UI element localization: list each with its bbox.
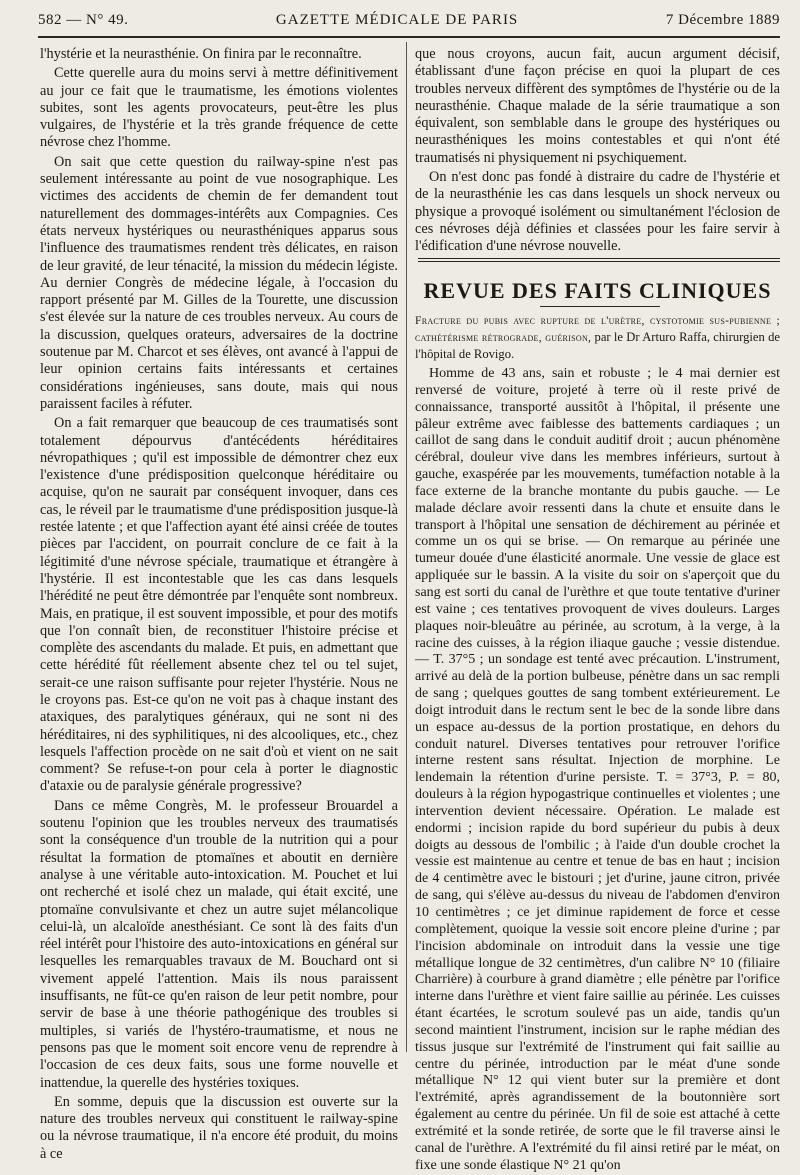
section-rule-top-inner xyxy=(418,261,780,262)
header-rule xyxy=(38,36,780,38)
paragraph: On a fait remarquer que beaucoup de ces traumatisés sont totalement dépourvus d'antécédents héréditaires névropathiques ; qu'il est impossible de démontrer chez eux l'existence d'une prédisposition quelconque héréditaire ou acquise, qu'on ne saurait par conséquent invoquer, dans ces cas, le réveil par le traumatisme d'une prédisposition jusque-là restée latente ; et que l'affection ayant été ainsi créée de toutes pièces par l'accident, on pourrait conclure de ce fait à la légitimité d'une névrose spéciale, traumatique et étrangère à l'hystérie. Il est incontestable que les cas dans lesquels l'hérédité ne peut être démontrée par l'enquête sont nombreux. Mais, en pratique, il est souvent impossible, et pour des motifs que l'on connaît bien, de reconstituer l'histoire précise et complète des ascendants du malade. Et puis, en admettant que cette hérédité fût réellement absente chez tel ou tel sujet, serait-ce une raison suffisante pour rejeter l'hystérie. Nous ne le croyons pas. Est-ce qu'on ne voit pas à chaque instant des ataxiques, des paralytiques généraux, qui ne sont ni des héréditaires, ni des syphilitiques, ni des alcooliques, etc., chez lesquels l'affection procède on ne sait d'où et vient on ne sait comment? Se refuse-t-on pour cela à porter le diagnostic d'ataxie ou de paralysie générale progressive? xyxy=(40,415,398,795)
paragraph: Homme de 43 ans, sain et robuste ; le 4 mai dernier est renversé de voiture, projeté à terre où il reste privé de connaissance, transporté aussitôt à l'hôpital, il présente une pâleur extrême avec faiblesse des battements cardiaques ; un caillot de sang dans le conduit auditif droit ; aucun phénomène cérébral, douleur vive dans les membres inférieurs, surtout à gauche, exaspérée par les mouvements, tuméfaction notable à la face externe de la branche montante du pubis gauche. — Le malade déclare avoir ressenti dans la chute et ensuite dans le transport à l'hôpital une sensation de déchirement au périnée et comme un os qui se brise. — On remarque au périnée une tumeur douée d'une élasticité anormale. Une vessie de glace est appliquée sur le bassin. A la visite du soir on s'aperçoit que du sang est sorti du canal de l'urèthre et que toute tentative d'uriner est vaine ; ces tentatives provoquent de vives douleurs. Larges plaques noir-bleuâtre au périnée, au scrotum, à la verge, à la racine des cuisses, à la région iliaque gauche ; vessie distendue. — T. 37°5 ; un sondage est tenté avec précaution. L'instrument, arrivé au delà de la portion bulbeuse, pénètre dans un sac rempli de sang ; quelques gouttes de sang tombent extérieurement. Le doigt introduit dans le rectum sent le bec de la sonde libre dans un espace au-dessus de la portion prostatique, en dehors du conduit naturel. Diverses tentatives pour retrouver l'orifice interne restent sans résultat. Injection de morphine. Le lendemain la rétention d'urine persiste. T. = 37°3, P. = 80, douleurs à la région hypogastrique continuelles et violentes ; une intervention devient nécessaire. Opération. Le malade est endormi ; incision rapide du bord supérieur du pubis à deux doigts au dessous de l'ombilic ; à l'aide d'un double crochet la vessie est maintenue au centre et tenue de bas en haut ; incision de 4 centimètre avec le bistouri ; jet d'urine, jaune citron, privée de sang, qui s'élève au-dessus du niveau de l'abdomen d'environ 10 centimètres ; ce jet diminue rapidement de force et cesse complètement, quoique la vessie soit encore pleine d'urine ; par l'incision abdominale on introduit dans la vessie une tige métallique longue de 32 centimètres, d'un calibre N° 10 (filiaire Charrière) à courbure à grand diamètre ; elle pénètre par l'orifice interne dans l'urèthre et vient faire saillie au périnée. Les cuisses étant écartées, le scrotum soulevé pas un aide, tandis qu'un second maintient l'instrument, incision sur le raphe médian des tissus jusque sur l'extrémité de l'instrument qui fait saillie au centre du périnée, introduction par le méat d'une sonde métallique N° 12 qui vient buter sur la première et dont l'extrémité, après agrandissement de la boutonnière sort également au centre du périnée. Un fil de soie est attaché à cette extrémité et la sonde retirée, de sorte que le fil traverse ainsi le canal de l'urèthre. A l'extrémité du fil ainsi retiré par le méat, on fixe une sonde élastique N° 21 qu'on xyxy=(415,366,780,1173)
paragraph: Cette querelle aura du moins servi à mettre définitivement au jour ce fait que le traumatisme, les émotions violentes subites, sont les agents provocateurs, peut-être les plus vulgaires, de l'hystérie et la très grande fréquence de cette névrose chez l'homme. xyxy=(40,65,398,151)
paragraph: que nous croyons, aucun fait, aucun argument décisif, établissant d'une façon précise en quoi la plupart de ces troubles nerveux diffèrent des symptômes de l'hystérie ou de la neurasthénie. Chaque malade de la série traumatique a son équivalent, son semblable dans le groupe des hystériques ou neurasthéniques les moins contestables et qui n'ont été traumatisés ni physiquement ni psychiquement. xyxy=(415,46,780,166)
right-column xyxy=(415,46,780,256)
issue-date: 7 Décembre 1889 xyxy=(665,12,780,28)
case-title xyxy=(415,312,780,362)
left-column xyxy=(40,46,398,1163)
case-title-caps: Fracture du pubis avec rupture de l'urètre, cystotomie sus-pubienne ; cathétérisme rétrograde, guérison, xyxy=(415,315,780,344)
paragraph: En somme, depuis que la discussion est ouverte sur la nature des troubles nerveux qui constituent le railway-spine ou la névrose traumatique, il n'a encore été produit, du moins à ce xyxy=(40,1093,398,1162)
paragraph: Dans ce même Congrès, M. le professeur Brouardel a soutenu l'opinion que les troubles nerveux des traumatisés sont la conséquence d'un trouble de la nutrition qui a pour résultat la formation de ptomaïnes et aboutit en dernière analyse à une véritable auto-intoxication. M. Pouchet et lui ont recherché et isolé chez un malade, qui était excité, une ptomaïne convulsivante et chez un autre sujet mélancolique celui-là, un alcaloïde anesthésiant. Ce sont là des faits d'un réel intérêt pour l'histoire des auto-intoxications en général sur lesquelles les remarquables travaux de M. Bouchard ont si vivement appelé l'attention. Mais ils nous paraissent insuffisants, ne fût-ce qu'en raison de leur petit nombre, pour servir de base à une théorie pathogénique des troubles si multiples, si variés de l'hystéro-traumatisme, et nous ne pensons pas que le moment soit encore venu de reprendre à l'occasion de ces deux faits, sous une forme nouvelle et inattendue, la querelle des hystéries toxiques. xyxy=(40,797,398,1091)
section-rule-bottom xyxy=(540,306,660,307)
paragraph: On n'est donc pas fondé à distraire du cadre de l'hystérie et de la neurasthénie les cas dans lesquels un shock nerveux ou physique a provoqué isolément ou simultanément l'éclosion de ces névroses déjà définies et classées pour les faire servir à l'édification d'une névrose nouvelle. xyxy=(415,169,780,255)
page-header xyxy=(38,12,780,34)
section-rule-top xyxy=(418,258,780,259)
journal-title: GAZETTE MÉDICALE DE PARIS xyxy=(275,12,519,28)
column-divider xyxy=(406,42,407,1052)
paragraph: l'hystérie et la neurasthénie. On finira par le reconnaître. xyxy=(40,46,362,62)
page-number: 582 — N° 49. xyxy=(38,12,129,28)
paragraph: On sait que cette question du railway-spine n'est pas seulement intéressante au point de vue nosographique. Les victimes des accidents de chemin de fer demandent tout naturellement des dommages-intérêts aux Compagnies. Ces états nerveux hystériques ou neurasthéniques apparus sous l'influence des traumatismes rendent très délicates, en raison de leur gravité, de leur ténacité, la mission du médecin légiste. Au dernier Congrès de médecine légale, à l'occasion du rapport présenté par M. Gilles de la Tourette, une discussion s'est élevée sur la nature de ces troubles nerveux. Au cours de la discussion, quelques orateurs, adversaires de la doctrine soutenue par M. Charcot et ses élèves, ont avancé à l'appui de leur opinion certains faits intéressants et certaines considérations ingénieuses, sans doute, mais qui nous paraissent faciles à réfuter. xyxy=(40,153,398,412)
case-report xyxy=(415,366,780,1175)
section-title: REVUE DES FAITS CLINIQUES xyxy=(423,278,772,303)
case-title-author: par le Dr Arturo Raffa, chirurgien de l'hôpital de Rovigo. xyxy=(415,330,780,361)
